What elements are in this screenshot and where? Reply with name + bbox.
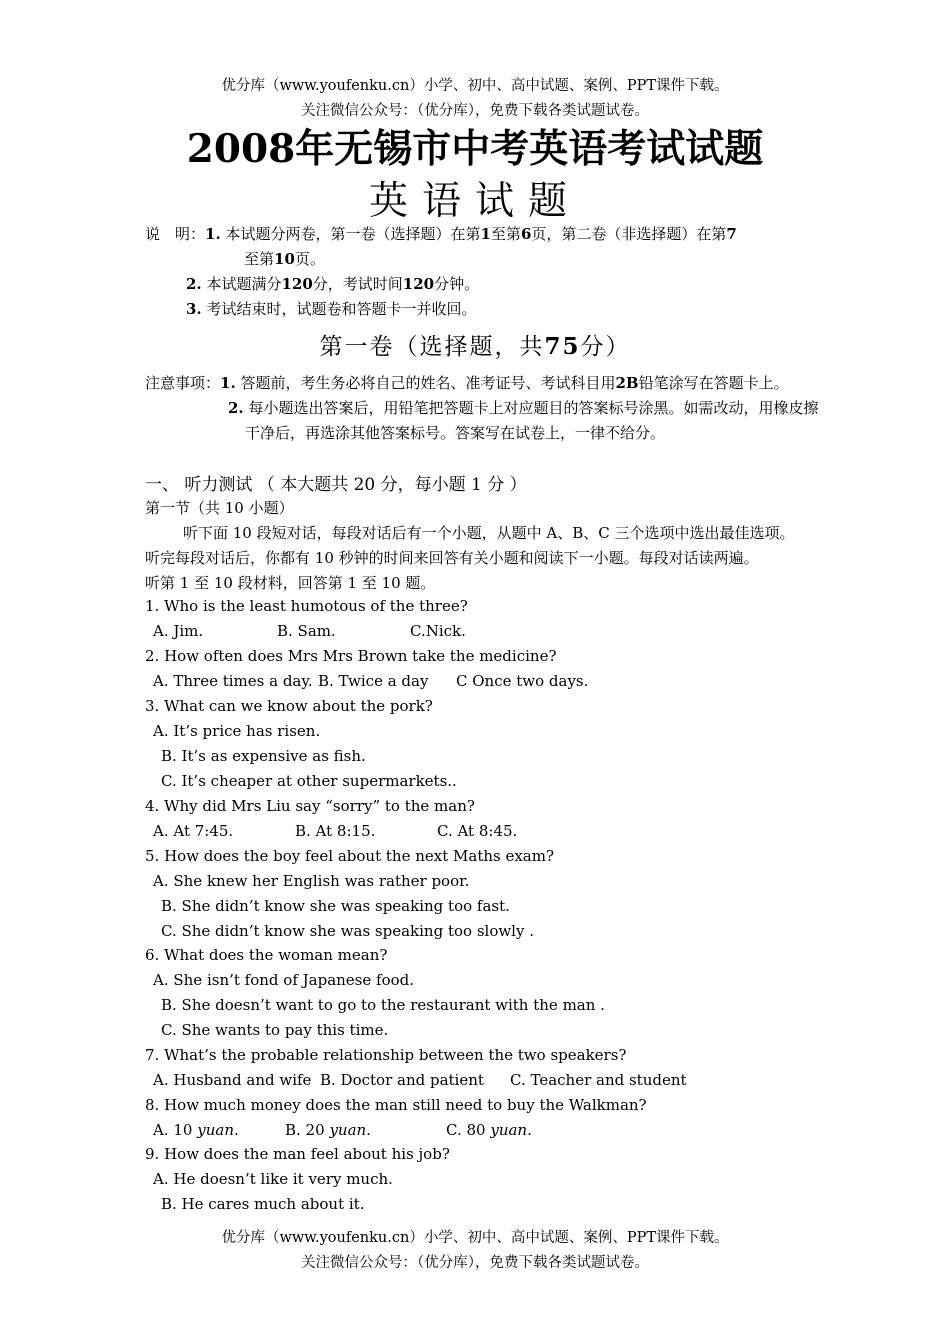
attention-2-text-a: 每小题选出答案后，用铅笔把答题卡上对应题目的答案标号涂黑。如需改动，用橡皮擦 bbox=[248, 399, 819, 417]
question-5-option-c: C. She didn’t know she was speaking too slowly . bbox=[161, 922, 534, 940]
question-7-option-b: B. Doctor and patient bbox=[320, 1071, 484, 1089]
note-1-text-c: 至第 bbox=[490, 225, 521, 243]
page-subtitle: 英语试题 bbox=[368, 179, 581, 224]
footer-line-2: 关注微信公众号：（优分库），免费下载各类试题试卷。 bbox=[301, 1255, 649, 1271]
notes-label: 说 明： bbox=[145, 225, 206, 243]
section-heading bbox=[0, 328, 950, 361]
section-heading-c: 分） bbox=[580, 334, 631, 360]
question-8-option-c-text: C. 80 bbox=[446, 1121, 486, 1139]
note-3-text: 考试结束时，试题卷和答题卡一并收回。 bbox=[206, 300, 477, 318]
question-4-option-b: B. At 8:15. bbox=[295, 822, 376, 840]
note-1-line2-page: 10 bbox=[274, 250, 295, 268]
question-1-option-a: A. Jim. bbox=[153, 622, 204, 640]
question-8-option-c-unit: yuan. bbox=[490, 1121, 532, 1139]
page-title: 2008年无锡市中考英语考试试题 bbox=[186, 126, 764, 172]
header-line-1: 优分库（www.youfenku.cn）小学、初中、高中试题、案例、PPT课件下载。 bbox=[221, 78, 729, 94]
note-1-line2-c: 页。 bbox=[294, 250, 325, 268]
question-2-option-b: B. Twice a day bbox=[318, 672, 429, 690]
question-2-option-c: C Once two days. bbox=[456, 672, 589, 690]
attention-1-pencil: 2B bbox=[615, 374, 639, 392]
question-8-option-a-text: A. 10 bbox=[153, 1121, 193, 1139]
question-1-option-c: C.Nick. bbox=[410, 622, 466, 640]
question-8-option-c bbox=[446, 1121, 532, 1139]
listening-heading: 一、 听力测试 （ 本大题共 20 分，每小题 1 分 ） bbox=[145, 475, 527, 495]
question-9-option-a: A. He doesn’t like it very much. bbox=[153, 1170, 393, 1188]
attention-1-text-a: 答题前，考生务必将自己的姓名、准考证号、考试科目用 bbox=[240, 374, 616, 392]
attention-label: 注意事项： bbox=[145, 374, 221, 392]
note-1-page-7: 7 bbox=[726, 225, 737, 243]
question-6: 6. What does the woman mean? bbox=[145, 946, 388, 964]
notes-line-1 bbox=[145, 223, 737, 244]
question-7-option-c: C. Teacher and student bbox=[510, 1071, 687, 1089]
note-1-num: 1. bbox=[205, 225, 221, 243]
question-8-option-b-text: B. 20 bbox=[285, 1121, 325, 1139]
note-1-text-e: 页，第二卷（非选择题）在第 bbox=[531, 225, 727, 243]
question-2-option-a: A. Three times a day. bbox=[153, 672, 313, 690]
notes-line-3 bbox=[186, 298, 476, 319]
question-5-option-b: B. She didn’t know she was speaking too fast. bbox=[161, 897, 510, 915]
attention-line-3: 干净后，再选涂其他答案标号。答案写在试卷上，一律不给分。 bbox=[245, 424, 666, 442]
note-2-num: 2. bbox=[186, 275, 202, 293]
question-4: 4. Why did Mrs Liu say “sorry” to the man? bbox=[145, 797, 475, 815]
question-6-option-b: B. She doesn’t want to go to the restaurant with the man . bbox=[161, 996, 605, 1014]
question-2: 2. How often does Mrs Mrs Brown take the medicine? bbox=[145, 647, 557, 665]
header-line-2: 关注微信公众号：（优分库），免费下载各类试题试卷。 bbox=[301, 103, 649, 119]
question-8-option-a bbox=[153, 1121, 239, 1139]
notes-line-2 bbox=[186, 273, 479, 294]
question-1: 1. Who is the least humotous of the three? bbox=[145, 597, 468, 615]
question-6-option-c: C. She wants to pay this time. bbox=[161, 1021, 389, 1039]
section-heading-score: 75 bbox=[544, 333, 581, 360]
note-1-page-end: 6 bbox=[520, 225, 532, 243]
question-1-option-b: B. Sam. bbox=[277, 622, 336, 640]
notes-line-1b bbox=[244, 248, 325, 269]
attention-line-1 bbox=[145, 372, 789, 393]
attention-1-num: 1. bbox=[220, 374, 236, 392]
section-heading-a: 第一卷（选择题，共 bbox=[319, 334, 545, 360]
question-3-option-c: C. It’s cheaper at other supermarkets.. bbox=[161, 772, 457, 790]
question-9-option-b: B. He cares much about it. bbox=[161, 1195, 365, 1213]
question-7-option-a: A. Husband and wife bbox=[153, 1071, 312, 1089]
listening-part: 第一节（共 10 小题） bbox=[145, 499, 294, 517]
note-1-line2-a: 至第 bbox=[244, 250, 275, 268]
note-1-page-start: 1 bbox=[480, 225, 491, 243]
question-5-option-a: A. She knew her English was rather poor. bbox=[153, 872, 470, 890]
listening-intro-1: 听下面 10 段短对话，每段对话后有一个小题，从题中 A、B、C 三个选项中选出最佳选项。 bbox=[183, 524, 795, 542]
note-2-time: 120 bbox=[402, 275, 435, 293]
question-7: 7. What’s the probable relationship between the two speakers? bbox=[145, 1046, 627, 1064]
footer-line-1: 优分库（www.youfenku.cn）小学、初中、高中试题、案例、PPT课件下载。 bbox=[221, 1230, 729, 1246]
attention-2-num: 2. bbox=[228, 399, 244, 417]
note-2-text-a: 本试题满分 bbox=[206, 275, 282, 293]
question-3-option-b: B. It’s as expensive as fish. bbox=[161, 747, 366, 765]
question-9: 9. How does the man feel about his job? bbox=[145, 1145, 450, 1163]
attention-1-text-c: 铅笔涂写在答题卡上。 bbox=[638, 374, 789, 392]
note-2-text-e: 分钟。 bbox=[434, 275, 480, 293]
listening-intro-3: 听第 1 至 10 段材料，回答第 1 至 10 题。 bbox=[145, 574, 436, 592]
question-6-option-a: A. She isn’t fond of Japanese food. bbox=[153, 971, 414, 989]
question-8-option-a-unit: yuan. bbox=[197, 1121, 239, 1139]
question-4-option-c: C. At 8:45. bbox=[437, 822, 518, 840]
note-1-text-a: 本试题分两卷，第一卷（选择题）在第 bbox=[225, 225, 481, 243]
attention-line-2 bbox=[228, 397, 818, 418]
question-5: 5. How does the boy feel about the next Maths exam? bbox=[145, 847, 555, 865]
question-4-option-a: A. At 7:45. bbox=[153, 822, 234, 840]
listening-intro-2: 听完每段对话后，你都有 10 秒钟的时间来回答有关小题和阅读下一小题。每段对话读两遍。 bbox=[145, 549, 759, 567]
note-3-num: 3. bbox=[186, 300, 202, 318]
note-2-score: 120 bbox=[281, 275, 313, 293]
question-8: 8. How much money does the man still need to buy the Walkman? bbox=[145, 1096, 647, 1114]
question-8-option-b-unit: yuan. bbox=[329, 1121, 371, 1139]
note-2-text-c: 分，考试时间 bbox=[312, 275, 403, 293]
question-3-option-a: A. It’s price has risen. bbox=[153, 722, 321, 740]
question-8-option-b bbox=[285, 1121, 371, 1139]
question-3: 3. What can we know about the pork? bbox=[145, 697, 433, 715]
